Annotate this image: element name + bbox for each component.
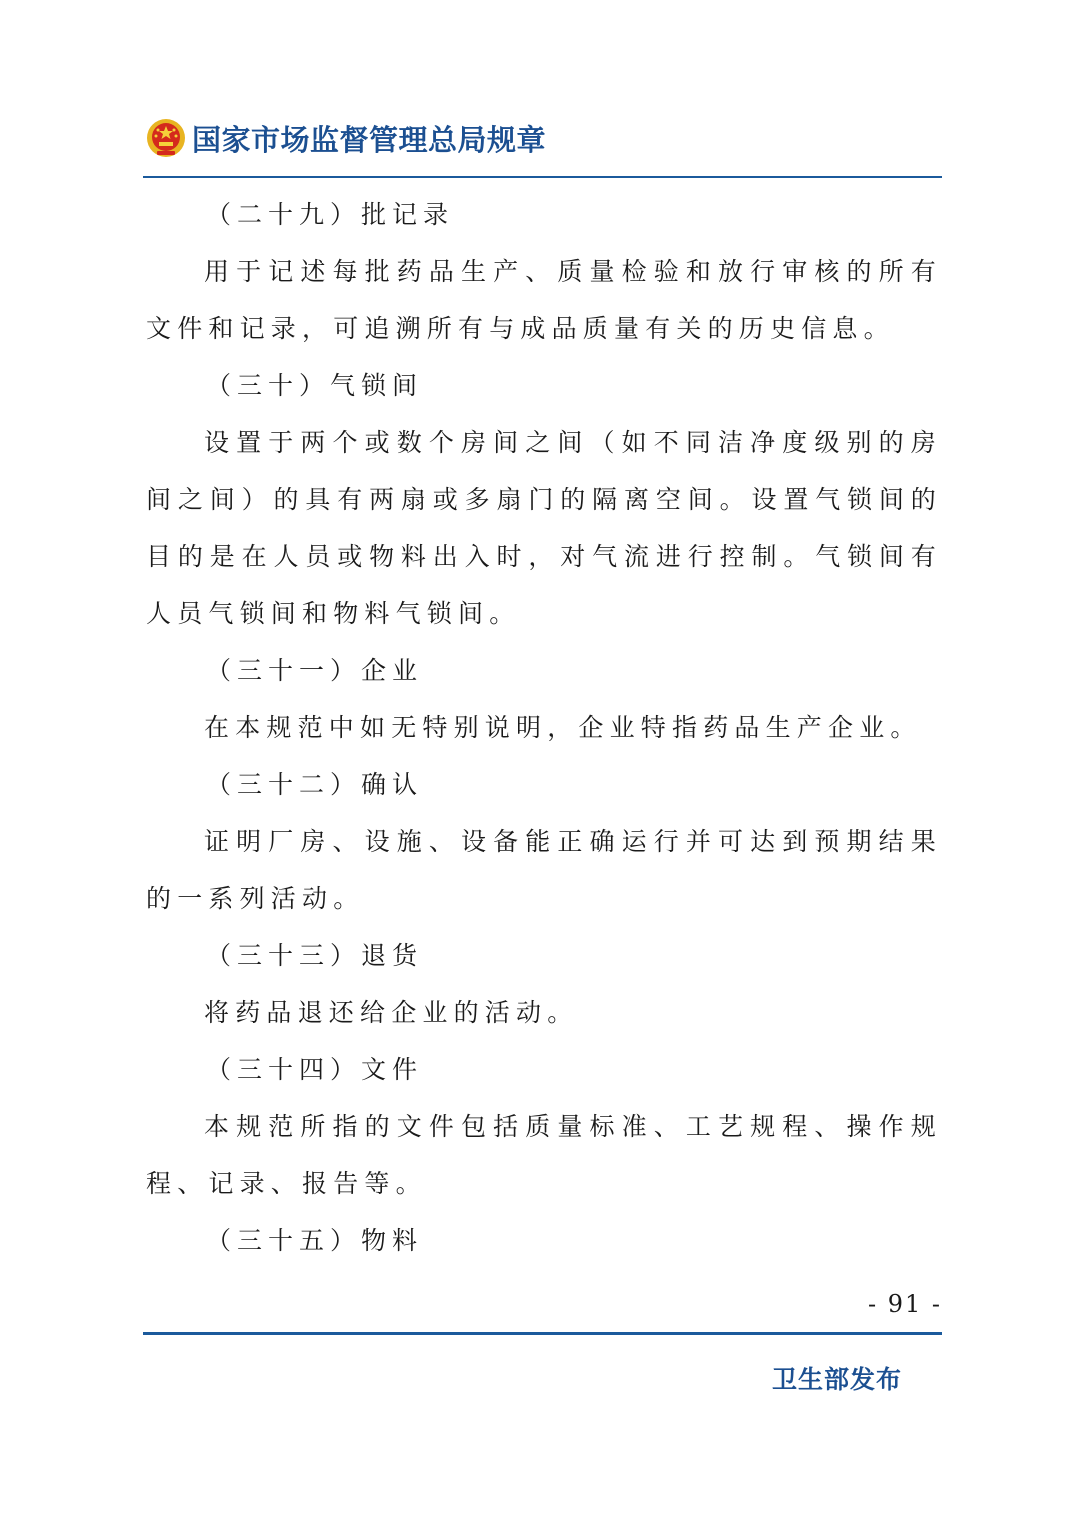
header-title: 国家市场监督管理总局规章 (192, 122, 547, 157)
section-paragraph: 将药品退还给企业的活动。 (204, 998, 579, 1027)
section-paragraph: 本规范所指的文件包括质量标准、工艺规程、操作规程、记录、报告等。 (146, 1112, 942, 1198)
footer-divider (143, 1332, 942, 1335)
section-heading: （三十一）企业 (206, 656, 424, 685)
section-heading: （三十五）物料 (206, 1226, 424, 1255)
section-paragraph: 设置于两个或数个房间之间（如不同洁净度级别的房间之间）的具有两扇或多扇门的隔离空间。设置气锁间的目的是在人员或物料出入时，对气流进行控制。气锁间有人员气锁间和物料气锁间。 (146, 428, 942, 628)
page-number: - 91 - (867, 1290, 942, 1318)
header-divider (143, 176, 942, 178)
publisher-label: 卫生部发布 (772, 1365, 903, 1394)
national-emblem-icon (146, 118, 186, 158)
document-body (146, 186, 942, 1269)
section-heading: （三十）气锁间 (206, 371, 424, 400)
section-paragraph: 在本规范中如无特别说明，企业特指药品生产企业。 (204, 713, 922, 742)
section-heading: （三十四）文件 (206, 1055, 424, 1084)
section-paragraph: 证明厂房、设施、设备能正确运行并可达到预期结果的一系列活动。 (146, 827, 942, 913)
section-heading: （三十三）退货 (206, 941, 424, 970)
page-header (146, 112, 546, 164)
section-heading: （三十二）确认 (206, 770, 424, 799)
section-heading: （二十九）批记录 (206, 200, 455, 229)
section-paragraph: 用于记述每批药品生产、质量检验和放行审核的所有文件和记录，可追溯所有与成品质量有关的历史信息。 (146, 257, 942, 343)
